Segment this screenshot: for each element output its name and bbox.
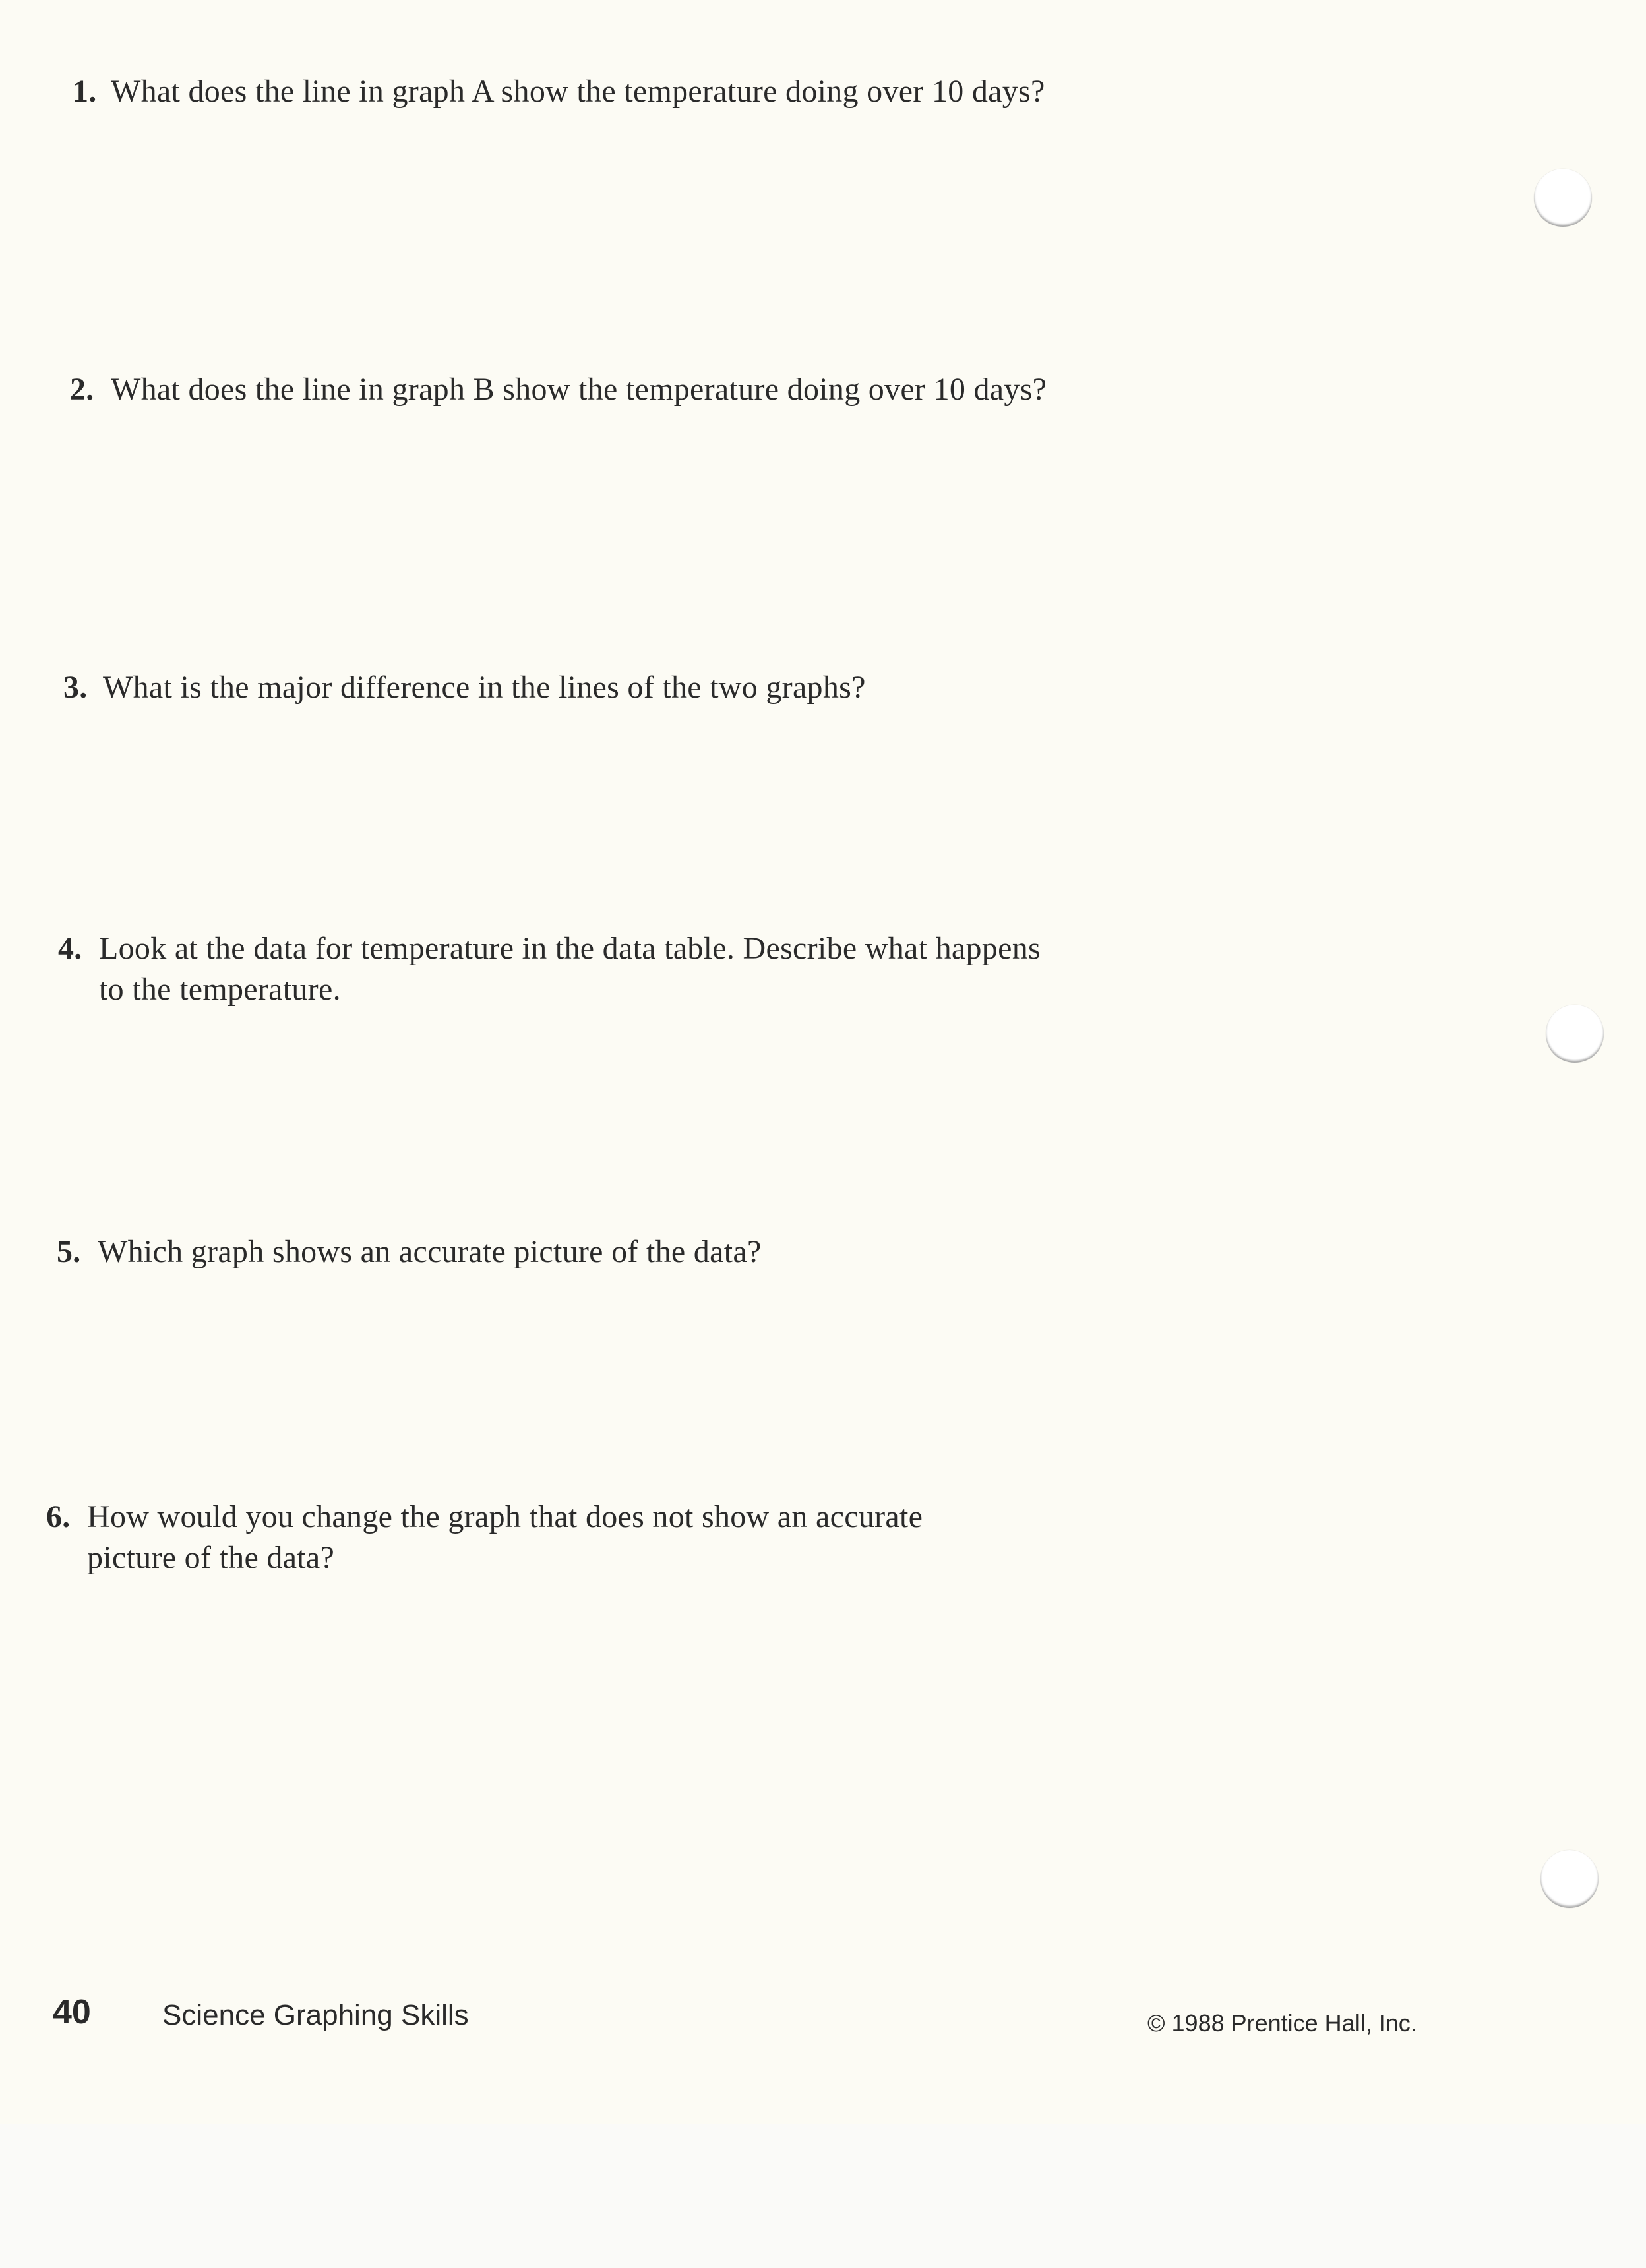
question-4-text: Look at the data for temperature in the data table. Describe what happens to the temperature. (99, 931, 1041, 1007)
question-5 (57, 1232, 1020, 1272)
question-6 (46, 1497, 1009, 1578)
question-3-number: 3. (63, 670, 88, 705)
question-1-number: 1. (73, 74, 97, 109)
question-3-text: What is the major difference in the lines of the two graphs? (103, 670, 866, 705)
copyright-notice: © 1988 Prentice Hall, Inc. (1147, 2010, 1417, 2037)
question-5-text: Which graph shows an accurate picture of the data? (98, 1234, 762, 1269)
question-1 (73, 71, 1045, 112)
book-title: Science Graphing Skills (162, 1999, 469, 2031)
question-6-text: How would you change the graph that does not show an accurate picture of the data? (87, 1499, 923, 1575)
binder-hole-middle (1546, 1005, 1604, 1063)
question-1-text: What does the line in graph A show the temperature doing over 10 days? (111, 74, 1045, 109)
binder-hole-top (1534, 169, 1592, 227)
question-4-number: 4. (58, 931, 82, 966)
question-2-text: What does the line in graph B show the temperature doing over 10 days? (111, 372, 1047, 407)
binder-hole-bottom (1540, 1850, 1599, 1908)
question-2 (70, 369, 1047, 410)
question-4 (58, 928, 1041, 1010)
question-6-number: 6. (46, 1499, 71, 1534)
page-number: 40 (53, 1993, 91, 2031)
question-2-number: 2. (70, 372, 94, 407)
question-5-number: 5. (57, 1234, 81, 1269)
question-3 (63, 667, 1026, 708)
